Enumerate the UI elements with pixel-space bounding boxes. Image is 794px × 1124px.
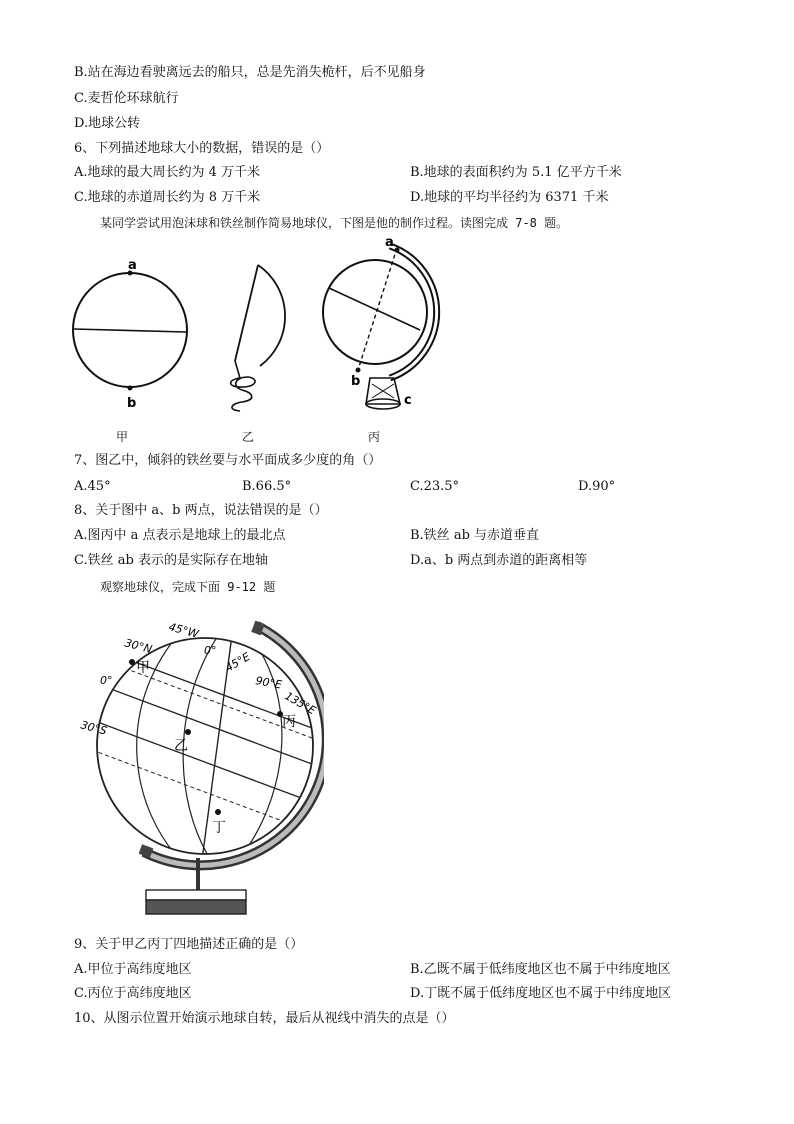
label-c-bing: c bbox=[404, 393, 412, 408]
q6-option-c: C.地球的赤道周长约为 8 万千米 bbox=[74, 190, 261, 205]
q9-option-c: C.丙位于高纬度地区 bbox=[74, 986, 192, 1001]
q5-option-b: B.站在海边看驶离远去的船只，总是先消失桅杆，后不见船身 bbox=[74, 65, 426, 80]
q8-option-c: C.铁丝 ab 表示的是实际存在地轴 bbox=[74, 553, 268, 568]
q7-option-c: C.23.5° bbox=[410, 479, 460, 494]
label-yi: 乙 bbox=[174, 738, 188, 754]
q8-option-b: B.铁丝 ab 与赤道垂直 bbox=[410, 528, 540, 543]
label-b-bing: b bbox=[351, 374, 361, 389]
label-lon-0: 0° bbox=[204, 644, 217, 657]
globe-making-figure bbox=[72, 238, 448, 420]
point-ding bbox=[215, 809, 221, 815]
label-45e: 45°E bbox=[223, 650, 253, 675]
q9-option-a: A.甲位于高纬度地区 bbox=[74, 962, 192, 977]
q10-stem: 10、从图示位置开始演示地球自转，最后从视线中消失的点是（） bbox=[74, 1011, 455, 1026]
label-90e: 90°E bbox=[254, 674, 283, 692]
caption-yi: 乙 bbox=[242, 430, 255, 444]
label-b-jia: b bbox=[127, 396, 137, 411]
q8-option-a: A.图丙中 a 点表示是地球上的最北点 bbox=[74, 528, 286, 543]
q8-option-d: D.a、b 两点到赤道的距离相等 bbox=[410, 553, 588, 568]
q5-option-c: C.麦哲伦环球航行 bbox=[74, 91, 179, 106]
q6-option-b: B.地球的表面积约为 5.1 亿平方千米 bbox=[410, 165, 622, 180]
caption-jia: 甲 bbox=[116, 430, 129, 444]
q6-option-d: D.地球的平均半径约为 6371 千米 bbox=[410, 190, 609, 205]
label-45w: 45°W bbox=[167, 620, 200, 641]
q9-option-d: D.丁既不属于低纬度地区也不属于中纬度地区 bbox=[410, 986, 672, 1001]
q9-option-b: B.乙既不属于低纬度地区也不属于中纬度地区 bbox=[410, 962, 671, 977]
label-30n: 30°N bbox=[123, 636, 154, 657]
globe-graticule-figure bbox=[72, 600, 324, 922]
q8-stem: 8、关于图中 a、b 两点，说法错误的是（） bbox=[74, 503, 328, 518]
point-yi bbox=[185, 729, 191, 735]
figure-jia-ball bbox=[73, 258, 187, 411]
q7-option-a: A.45° bbox=[74, 479, 111, 494]
caption-bing: 丙 bbox=[368, 430, 381, 444]
label-a-bing: a bbox=[385, 238, 394, 250]
label-bing: 丙 bbox=[282, 714, 296, 730]
q9-stem: 9、关于甲乙丙丁四地描述正确的是（） bbox=[74, 937, 304, 952]
q7-option-b: B.66.5° bbox=[242, 479, 292, 494]
intro-9-12: 观察地球仪，完成下面 9-12 题 bbox=[100, 580, 276, 594]
intro-7-8: 某同学尝试用泡沫球和铁丝制作简易地球仪，下图是他的制作过程。读图完成 7-8 题。 bbox=[100, 216, 569, 230]
q6-option-a: A.地球的最大周长约为 4 万千米 bbox=[74, 165, 261, 180]
label-ding: 丁 bbox=[212, 820, 226, 836]
q7-stem: 7、图乙中，倾斜的铁丝要与水平面成多少度的角（） bbox=[74, 453, 382, 468]
label-30s: 30°S bbox=[79, 718, 109, 738]
figure-bing-globe bbox=[323, 238, 437, 409]
label-a-jia: a bbox=[128, 258, 137, 273]
label-lat-0: 0° bbox=[100, 674, 113, 687]
label-135e: 135°E bbox=[282, 689, 318, 718]
q6-stem: 6、下列描述地球大小的数据，错误的是（） bbox=[74, 141, 330, 156]
globe-sphere bbox=[97, 638, 313, 854]
label-jia: 甲 bbox=[136, 660, 150, 676]
q5-option-d: D.地球公转 bbox=[74, 116, 141, 131]
point-jia bbox=[129, 659, 135, 665]
q7-option-d: D.90° bbox=[578, 479, 616, 494]
figure-yi-wire bbox=[231, 265, 285, 411]
